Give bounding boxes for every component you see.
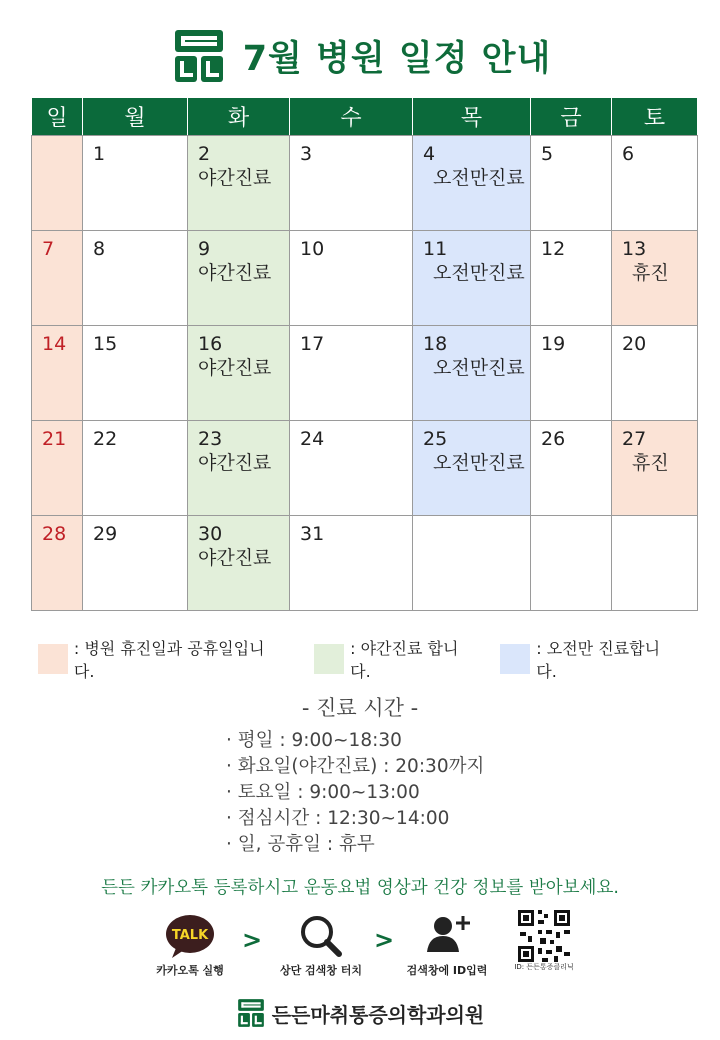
day-number: 18 [423, 333, 448, 355]
weekday-wed: 수 [290, 98, 413, 136]
svg-text:TALK: TALK [171, 928, 209, 943]
calendar-week-row [32, 516, 698, 611]
day-note: 야간진료 [198, 167, 272, 189]
day-number: 24 [300, 428, 325, 450]
step-kakao [150, 910, 230, 978]
day-number: 20 [622, 333, 647, 355]
calendar-day-cell [83, 231, 188, 326]
kakaotalk-icon [164, 912, 216, 960]
calendar-day-cell [531, 136, 612, 231]
day-note: 야간진료 [198, 452, 272, 474]
calendar-day-cell [32, 231, 83, 326]
calendar-day-cell [612, 516, 698, 611]
day-note: 오전만진료 [433, 357, 525, 379]
day-number: 9 [198, 238, 211, 260]
day-number: 6 [622, 143, 635, 165]
calendar-day-cell [188, 421, 290, 516]
day-note: 휴진 [632, 452, 669, 474]
hours-item: · 점심시간 : 12:30~14:00 [226, 808, 450, 829]
day-number: 3 [300, 143, 313, 165]
calendar-day-cell [413, 421, 531, 516]
day-number: 30 [198, 523, 223, 545]
legend-night [314, 636, 478, 682]
calendar-day-cell [413, 516, 531, 611]
calendar-day-cell [413, 326, 531, 421]
calendar-day-cell [290, 421, 413, 516]
calendar-day-cell [32, 516, 83, 611]
calendar-day-cell [290, 231, 413, 326]
weekday-sun: 일 [32, 98, 83, 136]
day-number: 4 [423, 143, 436, 165]
calendar-week-row [32, 136, 698, 231]
calendar-day-cell [83, 421, 188, 516]
logo-icon [236, 998, 266, 1028]
calendar-day-cell [413, 136, 531, 231]
calendar-day-cell [531, 516, 612, 611]
weekday-mon: 월 [83, 98, 188, 136]
legend-night-label: : 야간진료 합니다. [350, 639, 459, 681]
step1-label: 카카오톡 실행 [156, 964, 224, 977]
calendar-day-cell [32, 326, 83, 421]
weekday-sat: 토 [612, 98, 698, 136]
step3-label: 검색창에 ID입력 [406, 964, 488, 977]
calendar-day-cell [83, 516, 188, 611]
calendar-day-cell [612, 136, 698, 231]
night-swatch [314, 644, 344, 674]
day-number: 27 [622, 428, 647, 450]
promo-text: 든든 카카오톡 등록하시고 운동요법 영상과 건강 정보를 받아보세요. [101, 878, 619, 898]
morning-swatch [500, 644, 530, 674]
kakao-steps [150, 910, 590, 984]
legend-holiday-label: : 병원 휴진일과 공휴일입니다. [73, 639, 265, 681]
clinic-name: 든든마취통증의학과의원 [271, 1002, 485, 1027]
day-note: 야간진료 [198, 357, 272, 379]
day-number: 13 [622, 238, 647, 260]
hours-item: · 토요일 : 9:00~13:00 [226, 782, 420, 803]
day-note: 야간진료 [198, 262, 272, 284]
day-number: 28 [42, 523, 67, 545]
step4-label: ID: 든든통증클리닉 [514, 963, 574, 971]
calendar-day-cell [612, 326, 698, 421]
day-number: 14 [42, 333, 67, 355]
calendar-week-row [32, 231, 698, 326]
calendar-day-cell [290, 326, 413, 421]
day-number: 2 [198, 143, 211, 165]
day-number: 15 [93, 333, 118, 355]
calendar-day-cell [290, 136, 413, 231]
weekday-header-row [32, 98, 698, 136]
qr-code-icon [516, 908, 572, 964]
calendar-day-cell [83, 326, 188, 421]
day-number: 1 [93, 143, 106, 165]
day-number: 11 [423, 238, 448, 260]
step-search [266, 910, 376, 978]
day-number: 12 [541, 238, 566, 260]
day-number: 5 [541, 143, 554, 165]
day-note: 오전만진료 [433, 167, 525, 189]
day-number: 17 [300, 333, 325, 355]
calendar-day-cell [531, 231, 612, 326]
weekday-fri: 금 [531, 98, 612, 136]
weekday-tue: 화 [188, 98, 290, 136]
day-number: 21 [42, 428, 67, 450]
day-note: 오전만진료 [433, 452, 525, 474]
legend [38, 636, 698, 682]
day-number: 23 [198, 428, 223, 450]
day-number: 8 [93, 238, 106, 260]
hours-item: · 일, 공휴일 : 휴무 [226, 834, 375, 855]
page-title: 7월 병원 일정 안내 [242, 39, 552, 79]
calendar-day-cell [612, 421, 698, 516]
hours-title: - 진료 시간 - [301, 696, 419, 720]
chevron-right-icon: > [242, 926, 263, 954]
calendar-day-cell [531, 421, 612, 516]
step-add-friend [402, 910, 492, 978]
calendar-day-cell [188, 231, 290, 326]
calendar-day-cell [188, 516, 290, 611]
logo-icon [169, 28, 229, 84]
day-number: 7 [42, 238, 55, 260]
day-number: 16 [198, 333, 223, 355]
add-friend-icon [421, 912, 473, 960]
day-note: 야간진료 [198, 547, 272, 569]
calendar-day-cell [531, 326, 612, 421]
day-number: 31 [300, 523, 325, 545]
day-number: 26 [541, 428, 566, 450]
day-note: 휴진 [632, 262, 669, 284]
weekday-thu: 목 [413, 98, 531, 136]
holiday-swatch [38, 644, 68, 674]
calendar-day-cell [188, 136, 290, 231]
calendar [31, 97, 698, 611]
hours-item: · 화요일(야간진료) : 20:30까지 [226, 756, 485, 777]
day-number: 19 [541, 333, 566, 355]
day-number: 22 [93, 428, 118, 450]
step2-label: 상단 검색창 터치 [279, 964, 363, 977]
step-qr [506, 910, 582, 972]
day-note: 오전만진료 [433, 262, 525, 284]
calendar-week-row [32, 326, 698, 421]
calendar-day-cell [188, 326, 290, 421]
day-number: 29 [93, 523, 118, 545]
legend-morning-label: : 오전만 진료합니다. [536, 639, 661, 681]
calendar-day-cell [83, 136, 188, 231]
legend-morning [500, 636, 680, 682]
hours-item: · 평일 : 9:00~18:30 [226, 730, 402, 751]
day-number: 25 [423, 428, 448, 450]
search-icon [295, 912, 347, 960]
calendar-day-cell [612, 231, 698, 326]
calendar-week-row [32, 421, 698, 516]
calendar-day-cell [413, 231, 531, 326]
legend-holiday [38, 636, 284, 682]
footer [0, 998, 720, 1028]
calendar-day-cell [32, 421, 83, 516]
calendar-day-cell [32, 136, 83, 231]
day-number: 10 [300, 238, 325, 260]
hours-list [226, 728, 484, 858]
header [0, 28, 720, 84]
chevron-right-icon: > [374, 926, 395, 954]
calendar-day-cell [290, 516, 413, 611]
